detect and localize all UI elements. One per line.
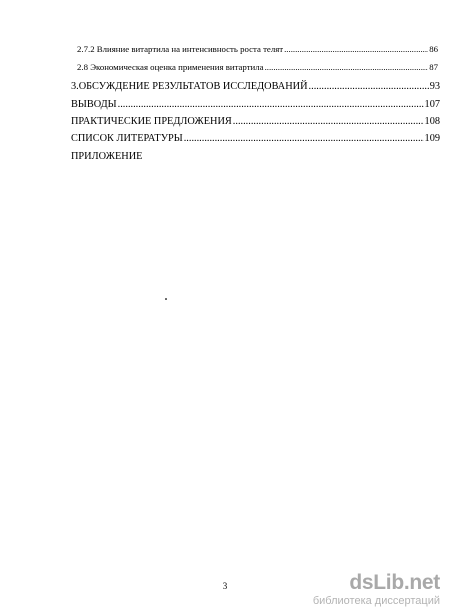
toc-entry-appendix: [71, 152, 142, 162]
toc-entry-practical-proposals: [71, 117, 440, 127]
toc-entry-label: ПРИЛОЖЕНИЕ: [71, 151, 143, 162]
toc-entry-label: 3.ОБСУЖДЕНИЕ РЕЗУЛЬТАТОВ ИССЛЕДОВАНИЙ: [71, 81, 308, 92]
watermark: [313, 572, 440, 607]
toc-entry-page: 109: [424, 133, 440, 144]
toc-entry-page: 87: [429, 62, 438, 72]
toc-entry-2-7-2: [77, 45, 438, 54]
dot-leader: [118, 100, 424, 110]
dot-leader: [184, 134, 424, 144]
toc-entry-label: СПИСОК ЛИТЕРАТУРЫ: [71, 133, 183, 144]
toc-entry-discussion: [71, 82, 440, 92]
dot-leader: [284, 45, 428, 54]
toc-entry-page: 86: [429, 44, 438, 54]
dot-leader: [265, 63, 429, 72]
toc-entry-label: ВЫВОДЫ: [71, 99, 117, 110]
toc-entry-references: [71, 134, 440, 144]
page-number: 3: [222, 581, 228, 591]
toc-entry-page: 108: [424, 116, 440, 127]
scan-speck: [165, 298, 167, 300]
toc-entry-2-8: [77, 63, 438, 72]
toc-entry-label: ПРАКТИЧЕСКИЕ ПРЕДЛОЖЕНИЯ: [71, 116, 232, 127]
toc-entry-conclusions: [71, 100, 440, 110]
toc-entry-label: 2.7.2 Влияние витартила на интенсивность роста телят: [77, 44, 284, 54]
toc-entry-page: 93: [429, 81, 440, 92]
toc-entry-label: 2.8 Экономическая оценка применения витартила: [77, 62, 264, 72]
dot-leader: [309, 82, 429, 92]
watermark-logo: dsLib.net: [349, 571, 440, 594]
dot-leader: [233, 117, 424, 127]
watermark-subtitle: библиотека диссертаций: [312, 595, 440, 607]
toc-entry-page: 107: [424, 99, 440, 110]
